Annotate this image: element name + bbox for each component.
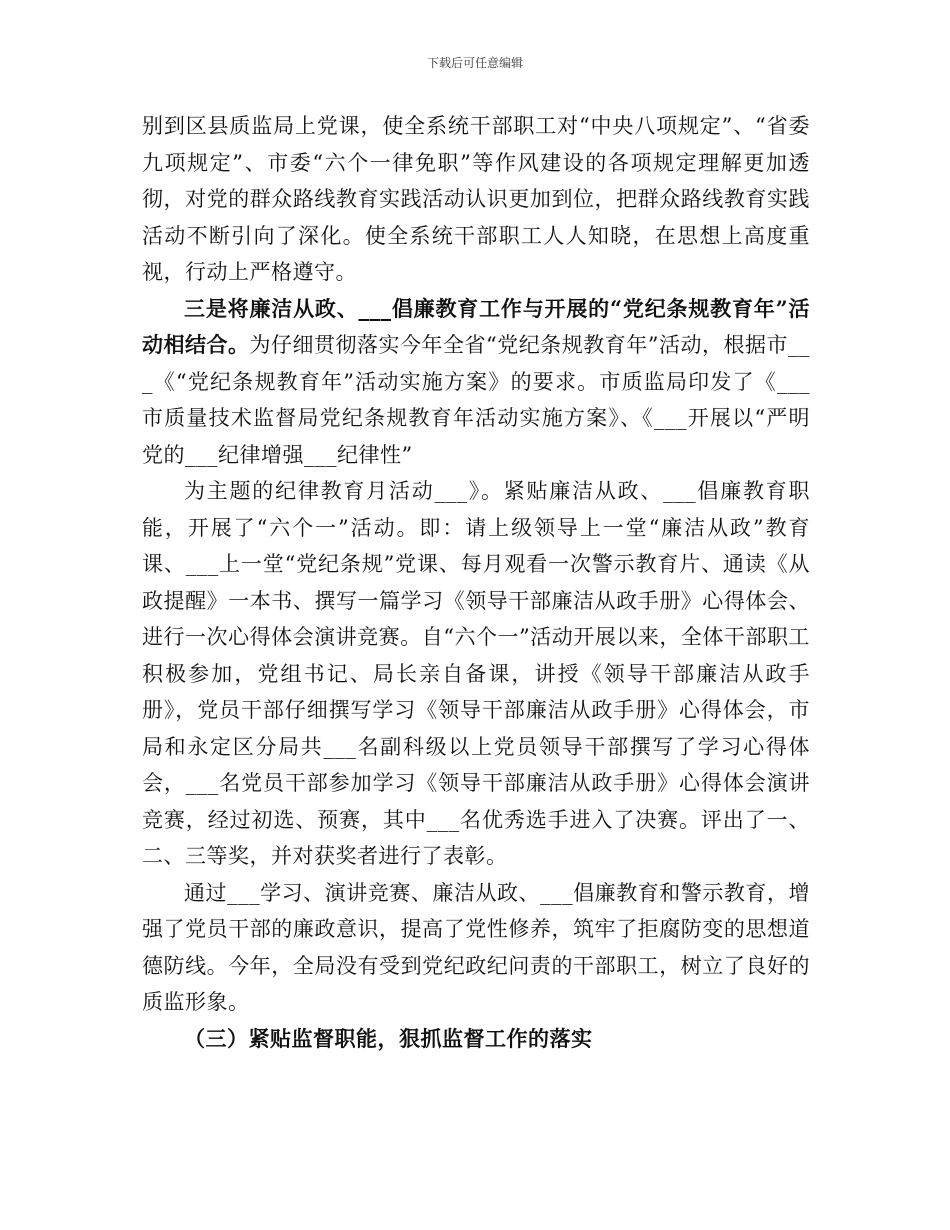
section-heading: （三）紧贴监督职能，狠抓监督工作的落实 [184,1025,593,1051]
document-body [142,108,810,1057]
paragraph-lead-rest: 为仔细贯彻落实今年全省“党纪条规教育年”活动，根据市___《“党纪条规教育年”活动实施方案》的要求。市质监局印发了《___市质量技术监督局党纪条规教育年活动实施方案》、《___开展以“严明党的___纪律增强___纪律性” [142,333,810,467]
paragraph-lead-bold: 三是将廉洁从政、___倡廉教育工作与开展的“党纪条规教育年”活动相结合。 [142,295,810,357]
paragraph-continuation: 别到区县质监局上党课，使全系统干部职工对“中央八项规定”、“省委九项规定”、市委“六个一律免职”等作风建设的各项规定理解更加透彻，对党的群众路线教育实践活动认识更加到位，把群众路线教育实践活动不断引向了深化。使全系统干部职工人人知晓，在思想上高度重视，行动上严格遵守。 [142,114,810,284]
page-header-note: 下载后可任意编辑 [426,56,523,70]
paragraph-point-three [142,291,810,474]
paragraph-results: 通过___学习、演讲竞赛、廉洁从政、___倡廉教育和警示教育，增强了党员干部的廉政意识，提高了党性修养，筑牢了拒腐防变的思想道德防线。今年，全局没有受到党纪政纪问责的干部职工，树立了良好的质监形象。 [142,880,810,1014]
paragraph-six-activities: 为主题的纪律教育月活动___》。紧贴廉洁从政、___倡廉教育职能，开展了“六个一”活动。即：请上级领导上一堂“廉洁从政”教育课、___上一堂“党纪条规”党课、每月观看一次警示教育片、通读《从政提醒》一本书、撰写一篇学习《领导干部廉洁从政手册》心得体会、进行一次心得体会演讲竞赛。自“六个一”活动开展以来，全体干部职工积极参加，党组书记、局长亲自备课，讲授《领导干部廉洁从政手册》，党员干部仔细撰写学习《领导干部廉洁从政手册》心得体会，市局和永定区分局共___名副科级以上党员领导干部撰写了学习心得体会，___名党员干部参加学习《领导干部廉洁从政手册》心得体会演讲竞赛，经过初选、预赛，其中___名优秀选手进入了决赛。评出了一、二、三等奖，并对获奖者进行了表彰。 [142,479,810,868]
